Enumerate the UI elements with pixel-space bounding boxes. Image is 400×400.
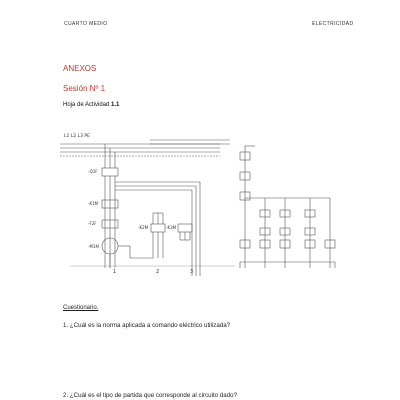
diagram-label-f2: -F2F: [88, 221, 97, 226]
diagram-label-k3: -K3M: [166, 225, 177, 230]
header-right: ELECTRICIDAD: [312, 21, 354, 27]
electrical-diagram: [60, 128, 350, 276]
section-title: ANEXOS: [63, 64, 97, 73]
session-title: Sesión Nº 1: [63, 84, 106, 93]
diagram-label-m1: -M1M: [88, 244, 99, 249]
questionnaire-heading: Cuestionario.: [63, 305, 99, 311]
diagram-label-q1: -Q1F: [88, 169, 98, 174]
header-left: CUARTO MEDIO: [64, 21, 108, 27]
activity-prefix: Hoja de Actividad: [63, 102, 112, 108]
diagram-column-1: 1: [113, 269, 117, 275]
activity-number: 1.1: [111, 102, 120, 108]
activity-title: [63, 102, 119, 108]
diagram-column-2: 2: [156, 269, 160, 275]
diagram-label-k1: -K1M: [88, 201, 99, 206]
diagram-label-k2: -K2M: [138, 225, 149, 230]
question-1: 1. ¿Cuál es la norma aplicada a comando eléctrico utilizada?: [63, 322, 231, 329]
question-2: 2. ¿Cuál es el tipo de partida que corresponde al circuito dado?: [63, 392, 238, 399]
diagram-column-3: 3: [190, 269, 194, 275]
diagram-supply-label: L1 L2 L3 PE: [64, 134, 90, 139]
